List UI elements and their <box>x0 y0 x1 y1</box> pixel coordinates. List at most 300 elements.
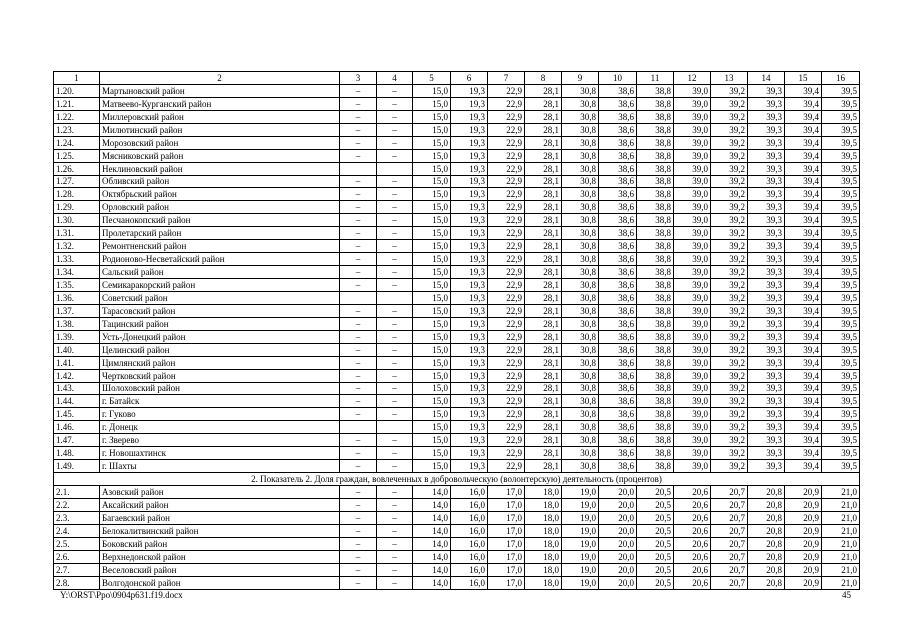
value-cell: 39,0 <box>674 369 711 382</box>
district-name: Мартыновский район <box>100 84 340 97</box>
value-cell: 20,6 <box>674 563 711 576</box>
table-row <box>54 201 860 214</box>
value-cell: 19,3 <box>451 110 488 123</box>
cell-col4: – <box>377 214 413 227</box>
value-cell: 21,0 <box>822 550 860 563</box>
value-cell: 17,0 <box>488 511 525 524</box>
value-cell: 38,8 <box>637 201 674 214</box>
district-name: Целинский район <box>100 343 340 356</box>
value-cell: 28,1 <box>525 240 562 253</box>
district-name: Усть-Донецкий район <box>100 330 340 343</box>
value-cell: 39,5 <box>822 408 860 421</box>
value-cell: 38,6 <box>599 421 637 434</box>
cell-col3: – <box>340 317 377 330</box>
value-cell: 38,8 <box>637 240 674 253</box>
row-number: 2.2. <box>54 498 100 511</box>
value-cell: 19,3 <box>451 188 488 201</box>
value-cell: 39,2 <box>711 214 748 227</box>
district-name: Тацинский район <box>100 317 340 330</box>
value-cell: 15,0 <box>413 110 451 123</box>
row-number: 2.7. <box>54 563 100 576</box>
value-cell: 18,0 <box>525 550 562 563</box>
district-name: Волгодонской район <box>100 576 340 589</box>
column-number: 12 <box>674 72 711 85</box>
table-row <box>54 537 860 550</box>
value-cell: 39,3 <box>748 188 785 201</box>
value-cell: 39,5 <box>822 123 860 136</box>
value-cell: 30,8 <box>562 447 599 460</box>
value-cell: 20,5 <box>637 576 674 589</box>
value-cell: 39,5 <box>822 188 860 201</box>
cell-col4: – <box>377 123 413 136</box>
row-number: 2.1. <box>54 486 100 499</box>
value-cell: 14,0 <box>413 550 451 563</box>
value-cell: 39,2 <box>711 343 748 356</box>
value-cell: 28,1 <box>525 149 562 162</box>
value-cell: 20,5 <box>637 524 674 537</box>
value-cell: 38,8 <box>637 279 674 292</box>
value-cell: 39,5 <box>822 369 860 382</box>
row-number: 2.3. <box>54 511 100 524</box>
value-cell: 22,9 <box>488 343 525 356</box>
value-cell: 39,0 <box>674 382 711 395</box>
value-cell: 38,8 <box>637 291 674 304</box>
value-cell: 16,0 <box>451 486 488 499</box>
value-cell: 39,5 <box>822 162 860 175</box>
table-row <box>54 149 860 162</box>
value-cell: 28,1 <box>525 123 562 136</box>
cell-col3: – <box>340 188 377 201</box>
value-cell: 20,7 <box>711 511 748 524</box>
table-row <box>54 576 860 589</box>
value-cell: 28,1 <box>525 460 562 473</box>
value-cell: 39,3 <box>748 162 785 175</box>
value-cell: 39,4 <box>785 317 822 330</box>
row-number: 1.41. <box>54 356 100 369</box>
value-cell: 18,0 <box>525 511 562 524</box>
value-cell: 16,0 <box>451 537 488 550</box>
value-cell: 38,6 <box>599 395 637 408</box>
value-cell: 30,8 <box>562 214 599 227</box>
value-cell: 38,8 <box>637 343 674 356</box>
cell-col3: – <box>340 304 377 317</box>
value-cell: 21,0 <box>822 486 860 499</box>
row-number: 1.42. <box>54 369 100 382</box>
page-number: 45 <box>842 590 851 600</box>
value-cell: 39,5 <box>822 110 860 123</box>
district-name: Шолоховский район <box>100 382 340 395</box>
value-cell: 17,0 <box>488 524 525 537</box>
value-cell: 14,0 <box>413 486 451 499</box>
value-cell: 22,9 <box>488 110 525 123</box>
value-cell: 19,3 <box>451 460 488 473</box>
cell-col4: – <box>377 97 413 110</box>
value-cell: 28,1 <box>525 382 562 395</box>
value-cell: 39,0 <box>674 304 711 317</box>
value-cell: 20,6 <box>674 486 711 499</box>
value-cell: 19,3 <box>451 369 488 382</box>
value-cell: 15,0 <box>413 291 451 304</box>
value-cell: 22,9 <box>488 382 525 395</box>
value-cell: 20,7 <box>711 486 748 499</box>
value-cell: 19,3 <box>451 291 488 304</box>
value-cell: 38,8 <box>637 149 674 162</box>
value-cell: 38,8 <box>637 304 674 317</box>
column-number: 3 <box>340 72 377 85</box>
row-number: 1.40. <box>54 343 100 356</box>
value-cell: 20,9 <box>785 486 822 499</box>
value-cell: 22,9 <box>488 149 525 162</box>
value-cell: 39,3 <box>748 227 785 240</box>
section-title: 2. Показатель 2. Доля граждан, вовлеченных в добровольческую (волонтерскую) деятельность (процентов) <box>54 473 860 486</box>
district-name: Советский район <box>100 291 340 304</box>
value-cell: 39,2 <box>711 447 748 460</box>
value-cell: 19,3 <box>451 356 488 369</box>
value-cell: 39,5 <box>822 214 860 227</box>
value-cell: 15,0 <box>413 227 451 240</box>
value-cell: 38,8 <box>637 408 674 421</box>
value-cell: 22,9 <box>488 214 525 227</box>
value-cell: 39,5 <box>822 304 860 317</box>
value-cell: 39,3 <box>748 136 785 149</box>
district-name: Мясниковский район <box>100 149 340 162</box>
value-cell: 39,4 <box>785 266 822 279</box>
value-cell: 19,3 <box>451 382 488 395</box>
value-cell: 39,5 <box>822 317 860 330</box>
value-cell: 20,9 <box>785 550 822 563</box>
value-cell: 28,1 <box>525 136 562 149</box>
row-number: 1.32. <box>54 240 100 253</box>
table-row <box>54 369 860 382</box>
value-cell: 39,3 <box>748 240 785 253</box>
value-cell: 39,5 <box>822 356 860 369</box>
column-number: 2 <box>100 72 340 85</box>
value-cell: 39,5 <box>822 434 860 447</box>
cell-col3: – <box>340 266 377 279</box>
value-cell: 39,5 <box>822 291 860 304</box>
district-name: Обливский район <box>100 175 340 188</box>
value-cell: 38,8 <box>637 136 674 149</box>
value-cell: 16,0 <box>451 550 488 563</box>
district-name: Орловский район <box>100 201 340 214</box>
value-cell: 38,6 <box>599 214 637 227</box>
value-cell: 20,6 <box>674 498 711 511</box>
value-cell: 16,0 <box>451 563 488 576</box>
cell-col4: – <box>377 279 413 292</box>
value-cell: 22,9 <box>488 279 525 292</box>
value-cell: 22,9 <box>488 240 525 253</box>
value-cell: 39,3 <box>748 460 785 473</box>
value-cell: 15,0 <box>413 136 451 149</box>
value-cell: 20,6 <box>674 511 711 524</box>
district-name: Боковский район <box>100 537 340 550</box>
row-number: 1.26. <box>54 162 100 175</box>
value-cell: 39,3 <box>748 343 785 356</box>
cell-col3: – <box>340 123 377 136</box>
cell-col4: – <box>377 330 413 343</box>
district-name: г. Шахты <box>100 460 340 473</box>
district-name: г. Новошахтинск <box>100 447 340 460</box>
value-cell: 28,1 <box>525 110 562 123</box>
value-cell: 15,0 <box>413 421 451 434</box>
value-cell: 30,8 <box>562 317 599 330</box>
value-cell: 22,9 <box>488 201 525 214</box>
value-cell: 39,2 <box>711 382 748 395</box>
value-cell: 38,6 <box>599 175 637 188</box>
value-cell: 15,0 <box>413 240 451 253</box>
value-cell: 19,3 <box>451 343 488 356</box>
value-cell: 15,0 <box>413 369 451 382</box>
value-cell: 39,2 <box>711 188 748 201</box>
value-cell: 39,0 <box>674 84 711 97</box>
value-cell: 30,8 <box>562 304 599 317</box>
table-row <box>54 498 860 511</box>
value-cell: 19,3 <box>451 175 488 188</box>
value-cell: 39,3 <box>748 279 785 292</box>
value-cell: 39,0 <box>674 330 711 343</box>
column-number: 4 <box>377 72 413 85</box>
value-cell: 39,2 <box>711 84 748 97</box>
value-cell: 38,8 <box>637 369 674 382</box>
value-cell: 39,0 <box>674 240 711 253</box>
value-cell: 30,8 <box>562 330 599 343</box>
value-cell: 19,3 <box>451 421 488 434</box>
value-cell: 39,5 <box>822 447 860 460</box>
value-cell: 22,9 <box>488 162 525 175</box>
value-cell: 19,0 <box>562 550 599 563</box>
value-cell: 30,8 <box>562 434 599 447</box>
value-cell: 19,3 <box>451 201 488 214</box>
cell-col3: – <box>340 498 377 511</box>
value-cell: 20,5 <box>637 486 674 499</box>
value-cell: 17,0 <box>488 550 525 563</box>
row-number: 1.23. <box>54 123 100 136</box>
value-cell: 21,0 <box>822 576 860 589</box>
district-name: Аксайский район <box>100 498 340 511</box>
table-row <box>54 408 860 421</box>
value-cell: 38,6 <box>599 84 637 97</box>
cell-col4: – <box>377 524 413 537</box>
value-cell: 30,8 <box>562 253 599 266</box>
table-row <box>54 175 860 188</box>
value-cell: 39,5 <box>822 460 860 473</box>
row-number: 1.37. <box>54 304 100 317</box>
value-cell: 28,1 <box>525 291 562 304</box>
value-cell: 20,0 <box>599 511 637 524</box>
district-name: Чертковский район <box>100 369 340 382</box>
value-cell: 39,2 <box>711 175 748 188</box>
value-cell: 38,8 <box>637 188 674 201</box>
value-cell: 39,2 <box>711 149 748 162</box>
value-cell: 22,9 <box>488 330 525 343</box>
district-name: Цимлянский район <box>100 356 340 369</box>
value-cell: 20,0 <box>599 524 637 537</box>
value-cell: 39,5 <box>822 227 860 240</box>
cell-col4: – <box>377 434 413 447</box>
value-cell: 19,0 <box>562 563 599 576</box>
value-cell: 39,3 <box>748 408 785 421</box>
value-cell: 38,6 <box>599 201 637 214</box>
column-number: 13 <box>711 72 748 85</box>
table-row <box>54 227 860 240</box>
value-cell: 39,0 <box>674 460 711 473</box>
value-cell: 39,0 <box>674 214 711 227</box>
value-cell: 28,1 <box>525 84 562 97</box>
value-cell: 38,6 <box>599 97 637 110</box>
value-cell: 20,9 <box>785 537 822 550</box>
column-number: 10 <box>599 72 637 85</box>
value-cell: 15,0 <box>413 266 451 279</box>
value-cell: 20,5 <box>637 511 674 524</box>
value-cell: 20,8 <box>748 563 785 576</box>
value-cell: 39,0 <box>674 175 711 188</box>
value-cell: 15,0 <box>413 356 451 369</box>
value-cell: 30,8 <box>562 343 599 356</box>
table-row <box>54 110 860 123</box>
cell-col4: – <box>377 227 413 240</box>
value-cell: 17,0 <box>488 537 525 550</box>
value-cell: 19,0 <box>562 576 599 589</box>
value-cell: 38,6 <box>599 330 637 343</box>
value-cell: 39,2 <box>711 317 748 330</box>
value-cell: 38,8 <box>637 253 674 266</box>
value-cell: 22,9 <box>488 84 525 97</box>
value-cell: 22,9 <box>488 369 525 382</box>
value-cell: 38,8 <box>637 356 674 369</box>
value-cell: 39,3 <box>748 84 785 97</box>
value-cell: 39,2 <box>711 291 748 304</box>
table-row <box>54 395 860 408</box>
value-cell: 15,0 <box>413 279 451 292</box>
value-cell: 39,3 <box>748 214 785 227</box>
value-cell: 39,0 <box>674 136 711 149</box>
cell-col3: – <box>340 279 377 292</box>
value-cell: 39,0 <box>674 434 711 447</box>
table-row <box>54 460 860 473</box>
value-cell: 19,3 <box>451 136 488 149</box>
value-cell: 20,7 <box>711 563 748 576</box>
row-number: 1.34. <box>54 266 100 279</box>
cell-col3: – <box>340 369 377 382</box>
value-cell: 30,8 <box>562 201 599 214</box>
table-row <box>54 486 860 499</box>
value-cell: 39,3 <box>748 421 785 434</box>
value-cell: 20,0 <box>599 563 637 576</box>
value-cell: 15,0 <box>413 434 451 447</box>
table-row <box>54 214 860 227</box>
value-cell: 39,0 <box>674 97 711 110</box>
value-cell: 28,1 <box>525 97 562 110</box>
row-number: 2.5. <box>54 537 100 550</box>
value-cell: 15,0 <box>413 317 451 330</box>
value-cell: 39,3 <box>748 175 785 188</box>
value-cell: 39,4 <box>785 291 822 304</box>
value-cell: 39,2 <box>711 227 748 240</box>
value-cell: 39,4 <box>785 382 822 395</box>
value-cell: 39,4 <box>785 123 822 136</box>
district-name: Белокалитвинский район <box>100 524 340 537</box>
value-cell: 15,0 <box>413 304 451 317</box>
row-number: 1.28. <box>54 188 100 201</box>
value-cell: 38,8 <box>637 97 674 110</box>
value-cell: 17,0 <box>488 576 525 589</box>
cell-col4: – <box>377 486 413 499</box>
row-number: 1.21. <box>54 97 100 110</box>
value-cell: 22,9 <box>488 304 525 317</box>
value-cell: 39,4 <box>785 447 822 460</box>
value-cell: 20,9 <box>785 576 822 589</box>
value-cell: 39,4 <box>785 395 822 408</box>
cell-col3: – <box>340 110 377 123</box>
value-cell: 38,6 <box>599 149 637 162</box>
value-cell: 20,5 <box>637 537 674 550</box>
value-cell: 20,6 <box>674 537 711 550</box>
value-cell: 38,6 <box>599 382 637 395</box>
value-cell: 19,3 <box>451 266 488 279</box>
value-cell: 39,2 <box>711 240 748 253</box>
column-number: 5 <box>413 72 451 85</box>
value-cell: 19,0 <box>562 524 599 537</box>
value-cell: 39,3 <box>748 434 785 447</box>
value-cell: 39,5 <box>822 149 860 162</box>
value-cell: 17,0 <box>488 486 525 499</box>
value-cell: 39,3 <box>748 382 785 395</box>
value-cell: 39,0 <box>674 227 711 240</box>
cell-col4: – <box>377 447 413 460</box>
value-cell: 20,0 <box>599 486 637 499</box>
value-cell: 19,3 <box>451 162 488 175</box>
value-cell: 39,4 <box>785 253 822 266</box>
table-row <box>54 563 860 576</box>
value-cell: 38,6 <box>599 460 637 473</box>
value-cell: 30,8 <box>562 123 599 136</box>
cell-col3: – <box>340 408 377 421</box>
value-cell: 20,0 <box>599 537 637 550</box>
value-cell: 39,4 <box>785 343 822 356</box>
district-name: Неклиновский район <box>100 162 340 175</box>
value-cell: 38,6 <box>599 110 637 123</box>
column-number: 1 <box>54 72 100 85</box>
cell-col4 <box>377 421 413 434</box>
cell-col3 <box>340 421 377 434</box>
value-cell: 38,6 <box>599 227 637 240</box>
value-cell: 22,9 <box>488 188 525 201</box>
value-cell: 20,9 <box>785 563 822 576</box>
cell-col4: – <box>377 369 413 382</box>
value-cell: 39,3 <box>748 110 785 123</box>
cell-col3: – <box>340 214 377 227</box>
value-cell: 39,0 <box>674 291 711 304</box>
row-number: 1.29. <box>54 201 100 214</box>
district-name: Родионово-Несветайский район <box>100 253 340 266</box>
value-cell: 38,8 <box>637 447 674 460</box>
value-cell: 22,9 <box>488 253 525 266</box>
value-cell: 38,6 <box>599 162 637 175</box>
value-cell: 39,0 <box>674 162 711 175</box>
cell-col3: – <box>340 447 377 460</box>
cell-col4: – <box>377 460 413 473</box>
value-cell: 21,0 <box>822 537 860 550</box>
value-cell: 38,6 <box>599 279 637 292</box>
value-cell: 38,8 <box>637 421 674 434</box>
cell-col4: – <box>377 84 413 97</box>
value-cell: 39,4 <box>785 279 822 292</box>
value-cell: 38,8 <box>637 214 674 227</box>
column-number-row <box>54 72 860 85</box>
value-cell: 22,9 <box>488 395 525 408</box>
cell-col4: – <box>377 576 413 589</box>
value-cell: 38,8 <box>637 227 674 240</box>
